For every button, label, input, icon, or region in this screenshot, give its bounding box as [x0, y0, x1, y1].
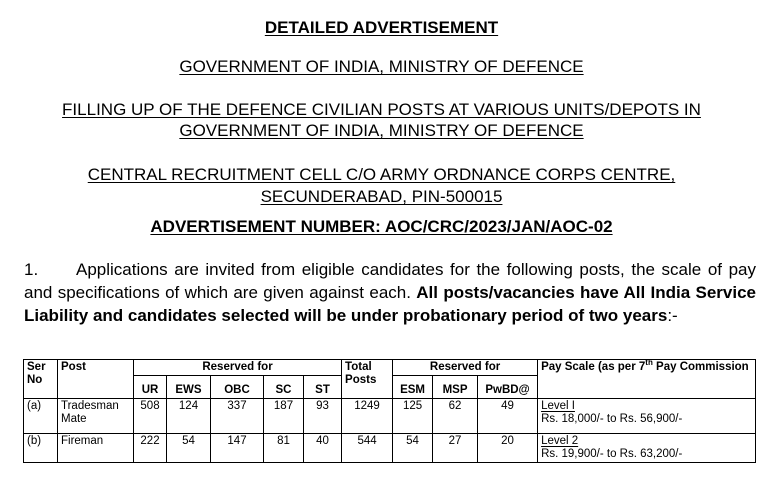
cell-pay: Rs. 19,900/- to Rs. 63,200/-: [541, 448, 683, 460]
paragraph-text: Applications are invited from eligible candidates for the following posts, the scale of pay and specifications of which are given against each.: [24, 260, 756, 302]
header-st: ST: [304, 376, 342, 399]
cell-msp: 27: [433, 434, 478, 463]
cell-ur: 222: [134, 434, 167, 463]
cell-obc: 337: [211, 399, 264, 428]
table-header-row-1: [24, 360, 756, 376]
header-esm: ESM: [393, 376, 433, 399]
vacancy-table: [23, 359, 756, 463]
header-pwbd: PwBD@: [478, 376, 538, 399]
cell-pwbd: 49: [478, 399, 538, 428]
cell-total: 544: [342, 434, 393, 463]
cell-post: Fireman: [58, 434, 134, 463]
table-row: [24, 399, 756, 428]
header-sc: SC: [264, 376, 304, 399]
cell-ews: 124: [167, 399, 211, 428]
header-ur: UR: [134, 376, 167, 399]
cell-pay: Rs. 18,000/- to Rs. 56,900/-: [541, 413, 683, 425]
header-ews: EWS: [167, 376, 211, 399]
document-title: DETAILED ADVERTISEMENT: [264, 18, 499, 37]
cell-esm: 54: [393, 434, 433, 463]
cell-pwbd: 20: [478, 434, 538, 463]
cell-sc: 81: [264, 434, 304, 463]
cell-esm: 125: [393, 399, 433, 428]
header-pay-scale-a: Pay Scale (as per 7: [541, 361, 646, 373]
cell-total: 1249: [342, 399, 393, 428]
cell-level: Level I: [541, 400, 575, 412]
posts-line-2: GOVERNMENT OF INDIA, MINISTRY OF DEFENCE: [179, 121, 584, 140]
header-pay-scale-b: Pay Commission: [652, 361, 749, 373]
cell-pay-scale: [538, 399, 756, 428]
cell-st: 40: [304, 434, 342, 463]
paragraph-number: 1.: [24, 260, 39, 279]
header-reserved-for-2: Reserved for: [393, 360, 538, 376]
header-ser-no: Ser No: [24, 360, 58, 399]
header-total-posts: Total Posts: [342, 360, 393, 399]
table-row: [24, 434, 756, 463]
advertisement-number: ADVERTISEMENT NUMBER: AOC/CRC/2023/JAN/AOC-02: [150, 217, 613, 236]
cell-ur: 508: [134, 399, 167, 428]
header-msp: MSP: [433, 376, 478, 399]
cell-st: 93: [304, 399, 342, 428]
cell-msp: 62: [433, 399, 478, 428]
ministry-line: GOVERNMENT OF INDIA, MINISTRY OF DEFENCE: [179, 57, 584, 76]
header-obc: OBC: [211, 376, 264, 399]
header-pay-scale: [538, 360, 756, 399]
recruitment-cell-line-1: CENTRAL RECRUITMENT CELL C/O ARMY ORDNANCE CORPS CENTRE,: [87, 165, 676, 184]
header-post: Post: [58, 360, 134, 399]
recruitment-cell-line-2: SECUNDERABAD, PIN-500015: [260, 187, 503, 206]
cell-post: Tradesman Mate: [58, 399, 134, 428]
header-pay-scale-sup: th: [645, 358, 653, 368]
cell-ser: (a): [24, 399, 58, 428]
cell-level: Level 2: [541, 435, 579, 447]
posts-line-1: FILLING UP OF THE DEFENCE CIVILIAN POSTS AT VARIOUS UNITS/DEPOTS IN: [62, 100, 701, 119]
paragraph-bold-text: All posts/vacancies have All India Service Liability and candidates selected will be under probationary period of two years: [24, 283, 756, 325]
header-reserved-for: Reserved for: [134, 360, 342, 376]
paragraph-tail: :-: [667, 306, 678, 325]
intro-paragraph: [24, 258, 756, 327]
cell-obc: 147: [211, 434, 264, 463]
cell-ser: (b): [24, 434, 58, 463]
cell-ews: 54: [167, 434, 211, 463]
cell-sc: 187: [264, 399, 304, 428]
cell-pay-scale: [538, 434, 756, 463]
